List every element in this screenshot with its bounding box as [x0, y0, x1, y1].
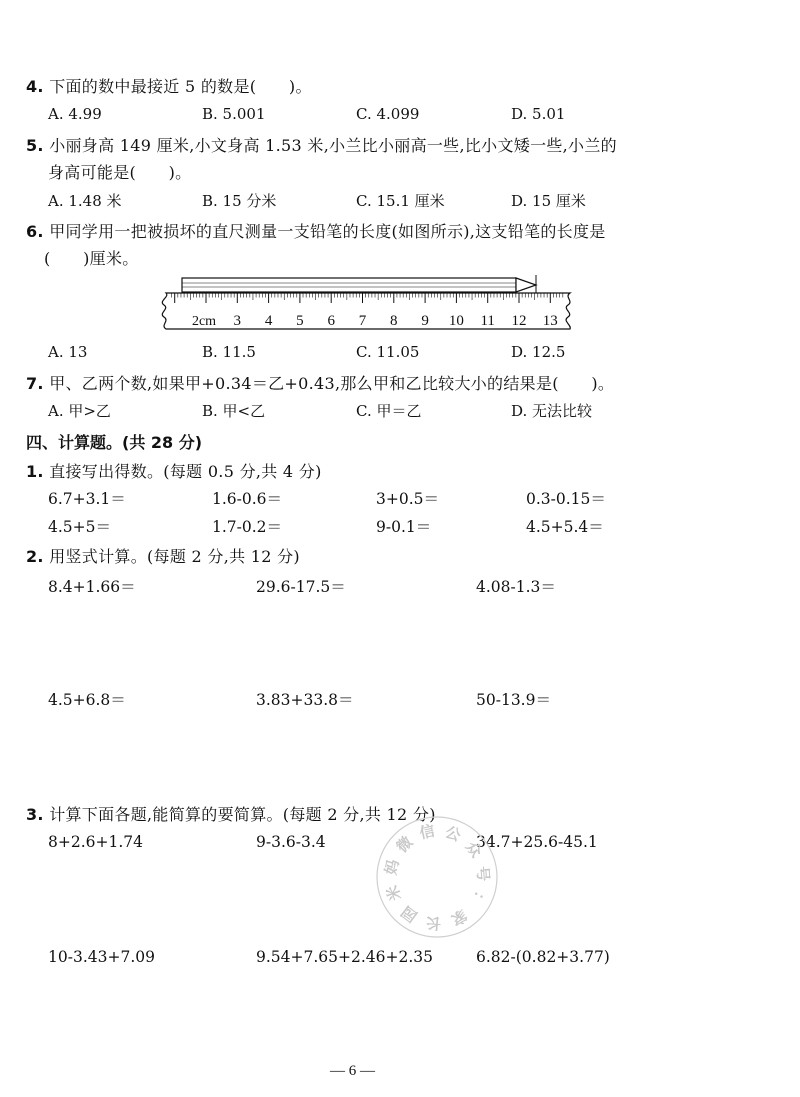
part-text: 直接写出得数。(每题 0.5 分,共 4 分)	[49, 462, 322, 481]
question-6	[26, 219, 606, 242]
part-number: 2.	[26, 547, 44, 566]
seal-char: ：	[465, 888, 489, 910]
oral-calc-item: 1.6-0.6＝	[212, 490, 283, 508]
seal-char: 长	[425, 913, 442, 933]
section-title: 四、计算题。(共 28 分)	[26, 433, 203, 452]
question-text: 甲、乙两个数,如果甲+0.34＝乙+0.43,那么甲和乙比较大小的结果是( )。	[49, 374, 615, 393]
seal-char: 众	[462, 838, 486, 861]
question-number: 6.	[26, 222, 44, 241]
question-text: 甲同学用一把被损坏的直尺测量一支铅笔的长度(如图所示),这支铅笔的长度是	[49, 222, 606, 241]
option-b: B. 11.5	[202, 343, 256, 361]
option-c: C. 甲＝乙	[356, 402, 422, 420]
option-b: B. 5.001	[202, 105, 266, 123]
oral-calc-item: 1.7-0.2＝	[212, 518, 283, 536]
ruler-label: 9	[421, 313, 429, 329]
question-5	[26, 133, 617, 156]
vertical-calc-item: 29.6-17.5＝	[256, 578, 346, 596]
ruler-label: 2cm	[191, 314, 217, 329]
vertical-calc-item: 8.4+1.66＝	[48, 578, 136, 596]
simplify-calc-item: 34.7+25.6-45.1	[476, 833, 598, 851]
oral-calc-item: 6.7+3.1＝	[48, 490, 126, 508]
vertical-calc-item: 50-13.9＝	[476, 691, 551, 709]
option-d: D. 15 厘米	[511, 192, 586, 210]
seal-char: 号	[473, 865, 493, 882]
oral-calc-item: 9-0.1＝	[376, 518, 432, 536]
option-a: A. 甲>乙	[48, 402, 111, 420]
option-c: C. 15.1 厘米	[356, 192, 445, 210]
ruler-label: 3	[233, 313, 242, 329]
question-text-continued: ( )厘米。	[44, 249, 139, 268]
option-c: C. 4.099	[356, 105, 420, 123]
question-text-continued: 身高可能是( )。	[48, 163, 192, 182]
ruler-label: 5	[296, 313, 304, 329]
oral-calc-item: 0.3-0.15＝	[526, 490, 606, 508]
simplify-calc-item: 9-3.6-3.4	[256, 833, 326, 851]
question-number: 7.	[26, 374, 44, 393]
part-text: 计算下面各题,能简算的要简算。(每题 2 分,共 12 分)	[49, 805, 436, 824]
option-c: C. 11.05	[356, 343, 420, 361]
option-b: B. 15 分米	[202, 192, 277, 210]
vertical-calc-item: 3.83+33.8＝	[256, 691, 354, 709]
simplify-calc-item: 8+2.6+1.74	[48, 833, 143, 851]
option-a: A. 4.99	[48, 105, 102, 123]
oral-calc-item: 4.5+5＝	[48, 518, 111, 536]
ruler-body	[162, 293, 570, 329]
option-d: D. 5.01	[511, 105, 566, 123]
part-number: 1.	[26, 462, 44, 481]
vertical-calc-item: 4.08-1.3＝	[476, 578, 556, 596]
seal-char: 微	[392, 832, 417, 857]
ruler-label: 12	[511, 313, 527, 329]
seal-char: 家	[448, 905, 470, 929]
question-number: 5.	[26, 136, 44, 155]
pencil	[182, 275, 536, 295]
watermark-seal	[372, 812, 502, 942]
seal-char: 信	[417, 821, 437, 843]
page-number: — 6 —	[330, 1063, 375, 1079]
question-4	[26, 74, 312, 97]
ruler-label: 8	[390, 313, 398, 329]
ruler-label: 4	[264, 313, 273, 329]
ruler-label: 6	[327, 313, 335, 329]
ruler-label: 13	[542, 313, 558, 329]
seal-char: 园	[398, 902, 421, 926]
seal-char: 米	[382, 882, 405, 904]
question-7	[26, 371, 614, 394]
option-d: D. 无法比较	[511, 402, 593, 420]
option-a: A. 1.48 米	[48, 192, 122, 210]
broken-ruler-figure	[160, 275, 580, 335]
ruler-label: 10	[448, 313, 464, 329]
ruler-label: 7	[358, 313, 367, 329]
option-d: D. 12.5	[511, 343, 566, 361]
vertical-calc-item: 4.5+6.8＝	[48, 691, 126, 709]
question-text: 小丽身高 149 厘米,小文身高 1.53 米,小兰比小丽高一些,比小文矮一些,小兰的	[49, 136, 617, 155]
option-a: A. 13	[48, 343, 88, 361]
part-2-title	[26, 544, 300, 567]
question-number: 4.	[26, 77, 44, 96]
simplify-calc-item: 9.54+7.65+2.46+2.35	[256, 948, 434, 966]
option-b: B. 甲<乙	[202, 402, 266, 420]
oral-calc-item: 4.5+5.4＝	[526, 518, 604, 536]
simplify-calc-item: 6.82-(0.82+3.77)	[476, 948, 610, 966]
simplify-calc-item: 10-3.43+7.09	[48, 948, 155, 966]
seal-char: 妈	[381, 857, 403, 877]
seal-char: 公	[442, 822, 464, 845]
part-1-title	[26, 459, 322, 482]
oral-calc-item: 3+0.5＝	[376, 490, 439, 508]
part-text: 用竖式计算。(每题 2 分,共 12 分)	[49, 547, 300, 566]
ruler-label: 11	[480, 313, 495, 329]
question-text: 下面的数中最接近 5 的数是( )。	[49, 77, 312, 96]
part-number: 3.	[26, 805, 44, 824]
